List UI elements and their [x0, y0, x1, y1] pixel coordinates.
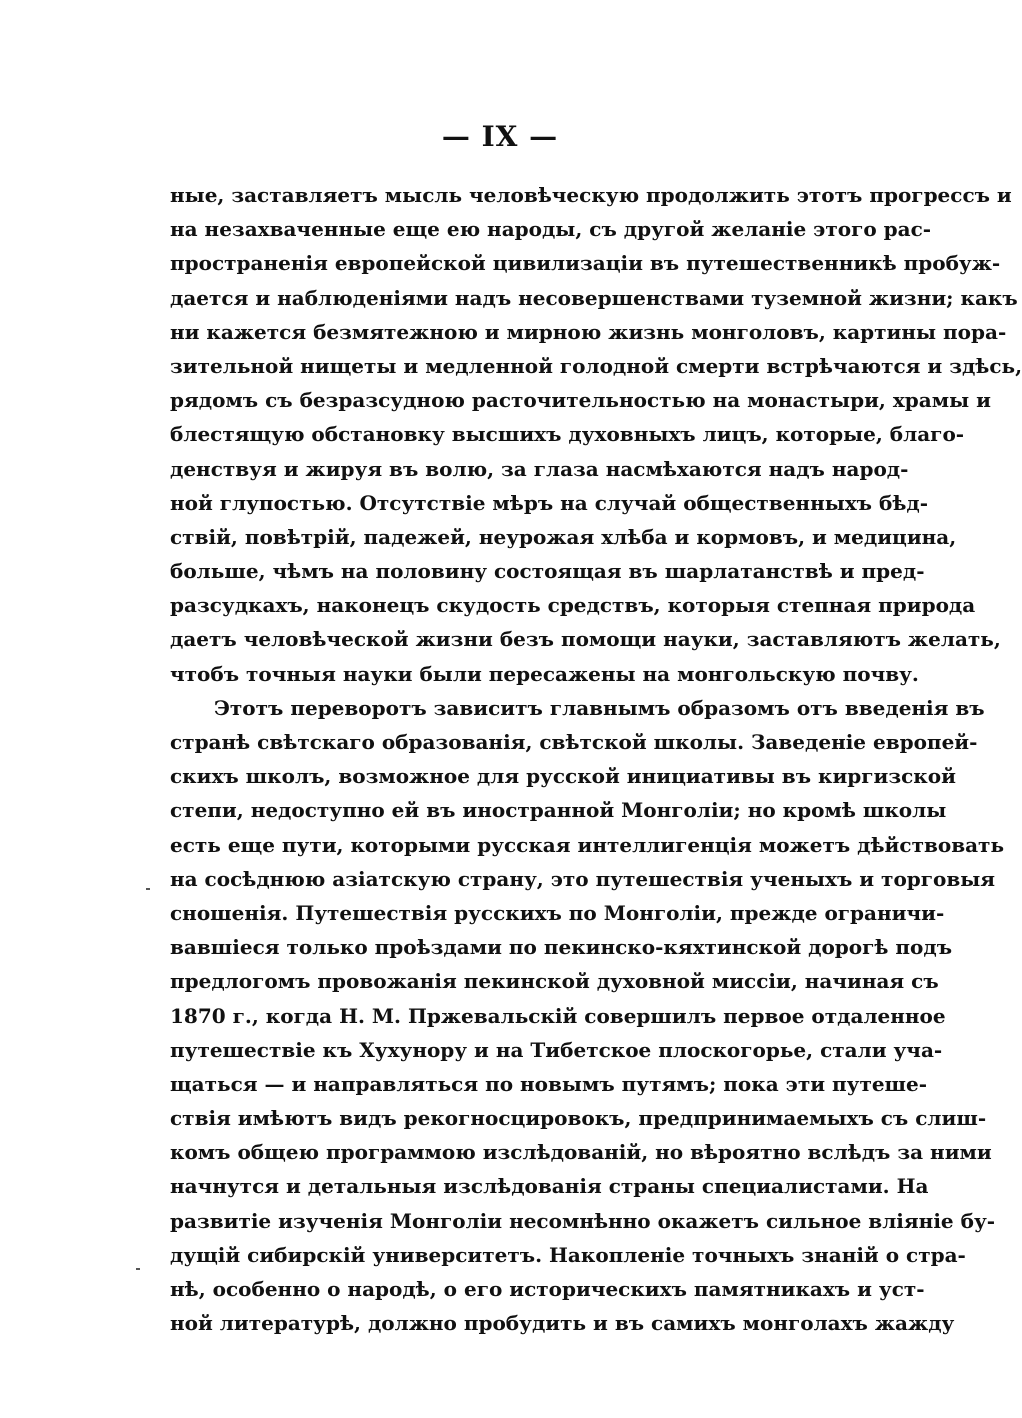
- text-line: пространенія европейской цивилизаціи въ путешественникѣ пробуж-: [170, 251, 1001, 276]
- text-line: начнутся и детальныя изслѣдованія страны специалистами. На: [170, 1174, 929, 1199]
- text-line: щаться — и направляться по новымъ путямъ; пока эти путеше-: [170, 1071, 928, 1096]
- text-line: есть еще пути, которыми русская интеллигенція можетъ дѣйствовать: [170, 832, 1005, 857]
- text-line: Этотъ переворотъ зависитъ главнымъ образомъ отъ введенія въ: [214, 695, 985, 720]
- text-line: сношенія. Путешествія русскихъ по Монголіи, прежде ограничи-: [170, 900, 945, 925]
- paragraph-2: [170, 691, 1005, 1341]
- text-line: 1870 г., когда Н. М. Пржевальскій совершилъ первое отдаленное: [170, 1003, 946, 1028]
- text-line: ствія имѣютъ видъ рекогносцировокъ, предпринимаемыхъ съ слиш-: [170, 1106, 987, 1131]
- text-line: на сосѣднюю азіатскую страну, это путешествія ученыхъ и торговыя: [170, 866, 996, 891]
- text-line: ной литературѣ, должно пробудить и въ самихъ монголахъ жажду: [170, 1311, 955, 1336]
- text-line: даетъ человѣческой жизни безъ помощи науки, заставляютъ желать,: [170, 627, 1001, 652]
- page-number: — IX —: [441, 120, 559, 153]
- text-line: дущій сибирскій университетъ. Накопленіе точныхъ знаній о стра-: [170, 1242, 966, 1267]
- scan-speck: [146, 888, 150, 890]
- text-line: вавшіеся только проѣздами по пекинско-кяхтинской дорогѣ подъ: [170, 935, 953, 960]
- body-text: [170, 178, 1022, 1340]
- text-line: нѣ, особенно о народѣ, о его историческихъ памятникахъ и уст-: [170, 1277, 925, 1301]
- text-line: разсудкахъ, наконецъ скудость средствъ, которыя степная природа: [170, 593, 976, 618]
- text-line: ни кажется безмятежною и мирною жизнь монголовъ, картины пора-: [170, 319, 1007, 344]
- text-line: ной глупостью. Отсутствіе мѣръ на случай общественныхъ бѣд-: [170, 490, 929, 515]
- text-line: предлогомъ провожанія пекинской духовной миссіи, начиная съ: [170, 969, 939, 994]
- text-line: больше, чѣмъ на половину состоящая въ шарлатанствѣ и пред-: [170, 559, 925, 584]
- paragraph-1: [170, 178, 1022, 691]
- text-line: ствій, повѣтрій, падежей, неурожая хлѣба и кормовъ, и медицина,: [170, 524, 957, 549]
- text-line: путешествіе къ Хухунору и на Тибетское плоскогорье, стали уча-: [170, 1037, 943, 1062]
- text-line: денствуя и жируя въ волю, за глаза насмѣхаются надъ народ-: [170, 456, 909, 481]
- text-line: блестящую обстановку высшихъ духовныхъ лицъ, которые, благо-: [170, 422, 965, 447]
- scan-speck: [136, 1268, 140, 1270]
- text-line: чтобъ точныя науки были пересажены на монгольскую почву.: [170, 661, 919, 686]
- text-line: на незахваченные еще ею народы, съ другой желаніе этого рас-: [170, 217, 932, 242]
- text-line: рядомъ съ безразсудною расточительностью на монастыри, храмы и: [170, 388, 991, 413]
- text-line: зительной нищеты и медленной голодной смерти встрѣчаются и здѣсь,: [170, 353, 1022, 378]
- text-line: развитіе изученія Монголіи несомнѣнно окажетъ сильное вліяніе бу-: [170, 1208, 996, 1233]
- text-line: дается и наблюденіями надъ несовершенствами туземной жизни; какъ: [170, 285, 1018, 310]
- text-line: странѣ свѣтскаго образованія, свѣтской школы. Заведеніе европей-: [170, 730, 978, 754]
- text-line: скихъ школъ, возможное для русской инициативы въ киргизской: [170, 764, 956, 789]
- text-line: комъ общею программою изслѣдованій, но вѣроятно вслѣдъ за ними: [170, 1140, 992, 1165]
- text-line: ные, заставляетъ мысль человѣческую продолжить этотъ прогрессъ и: [170, 183, 1012, 207]
- text-line: степи, недоступно ей въ иностранной Монголіи; но кромѣ школы: [170, 798, 947, 823]
